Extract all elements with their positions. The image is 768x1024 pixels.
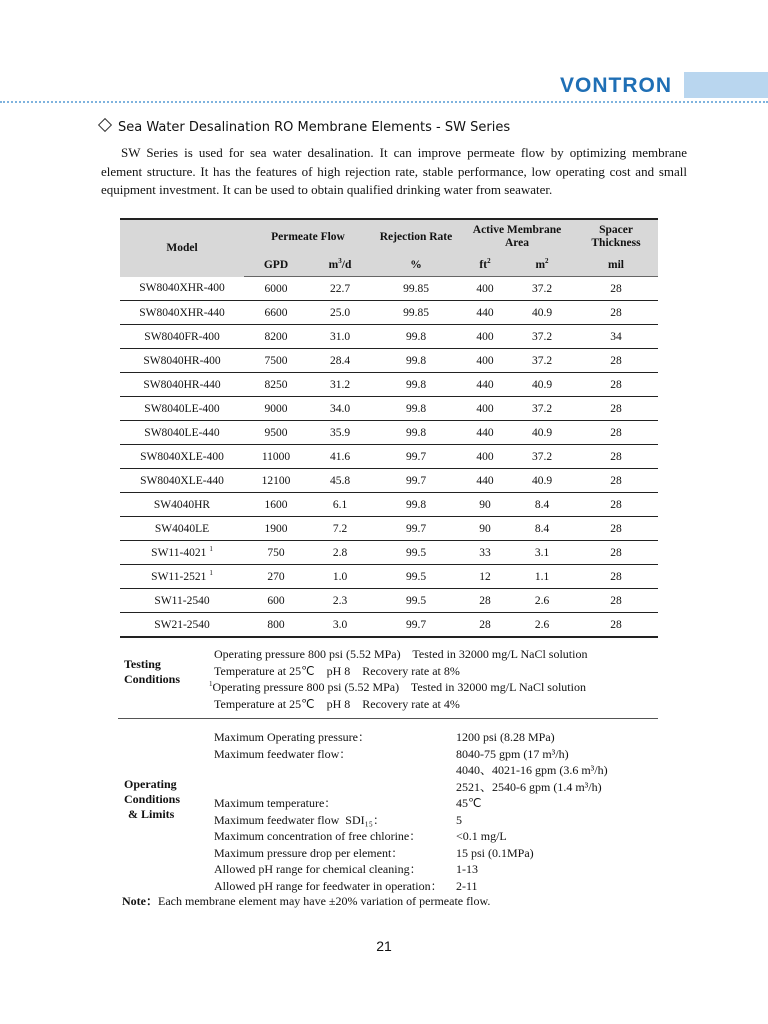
- operating-value: 45℃: [456, 796, 482, 810]
- operating-value: 1200 psi (8.28 MPa): [456, 730, 555, 744]
- table-header-row: [120, 219, 658, 254]
- cell-m2: 37.2: [510, 445, 574, 469]
- cell-rejection: 99.8: [372, 373, 460, 397]
- brand-logo: VONTRON: [560, 74, 672, 97]
- cell-model: SW8040XLE-440: [120, 469, 244, 493]
- operating-key: [214, 779, 454, 796]
- table-row: [120, 493, 658, 517]
- cell-model: SW21-2540: [120, 613, 244, 638]
- unit-percent: %: [372, 254, 460, 277]
- unit-m2: $m^2$: [510, 254, 574, 277]
- table-row: [120, 421, 658, 445]
- unit-mil: mil: [574, 254, 658, 277]
- cell-rejection: 99.8: [372, 325, 460, 349]
- cell-mil: 28: [574, 541, 658, 565]
- cell-mil: 28: [574, 469, 658, 493]
- col-header-spacer-thickness: Spacer Thickness: [574, 219, 658, 254]
- cell-rejection: 99.7: [372, 613, 460, 638]
- table-row: [120, 325, 658, 349]
- cell-model: SW4040LE: [120, 517, 244, 541]
- operating-key: Maximum pressure drop per element：: [214, 845, 404, 860]
- cell-m2: 40.9: [510, 421, 574, 445]
- cell-rejection: 99.85: [372, 277, 460, 301]
- testing-line: $^1$Operating pressure 800 psi (5.52 MPa) Tested in 32000 mg/L NaCl solution: [209, 680, 586, 694]
- cell-mil: 34: [574, 325, 658, 349]
- cell-gpd: 6000: [244, 277, 308, 301]
- cell-mil: 28: [574, 277, 658, 301]
- testing-line: Operating pressure 800 psi (5.52 MPa) Tested in 32000 mg/L NaCl solution: [214, 647, 588, 661]
- page-number: 21: [376, 938, 392, 954]
- operating-key: Maximum feedwater flow：: [214, 746, 352, 761]
- cell-rejection: 99.7: [372, 469, 460, 493]
- unit-gpd: GPD: [244, 254, 308, 277]
- col-header-rejection-rate: Rejection Rate: [372, 219, 460, 254]
- operating-key: [214, 762, 454, 779]
- cell-m2: 37.2: [510, 277, 574, 301]
- operating-key: Allowed pH range for chemical cleaning：: [214, 862, 422, 876]
- cell-m3d: 2.8: [308, 541, 372, 565]
- cell-ft2: 90: [460, 517, 510, 541]
- cell-gpd: 600: [244, 589, 308, 613]
- footnote: Note：Each membrane element may have ±20% variation of permeate flow.: [122, 894, 491, 908]
- cell-m2: 8.4: [510, 517, 574, 541]
- cell-ft2: 400: [460, 397, 510, 421]
- cell-ft2: 33: [460, 541, 510, 565]
- cell-rejection: 99.8: [372, 397, 460, 421]
- table-row: [120, 517, 658, 541]
- cell-model: SW4040HR: [120, 493, 244, 517]
- section-heading: [100, 120, 510, 135]
- cell-ft2: 440: [460, 421, 510, 445]
- diamond-bullet-icon: [98, 118, 112, 132]
- header-dotted-rule: [0, 101, 768, 103]
- cell-m2: 40.9: [510, 373, 574, 397]
- cell-m2: 37.2: [510, 349, 574, 373]
- operating-key: Maximum feedwater flow SDI₁₅：: [214, 812, 385, 827]
- cell-ft2: 28: [460, 613, 510, 638]
- cell-gpd: 8250: [244, 373, 308, 397]
- table-row: [120, 541, 658, 565]
- cell-model: SW8040XLE-400: [120, 445, 244, 469]
- cell-ft2: 400: [460, 445, 510, 469]
- cell-m3d: 28.4: [308, 349, 372, 373]
- table-row: [120, 565, 658, 589]
- operating-key: Maximum Operating pressure：: [214, 730, 370, 744]
- testing-label: Testing Conditions: [124, 657, 181, 686]
- cell-model: SW8040HR-440: [120, 373, 244, 397]
- cell-m3d: 25.0: [308, 301, 372, 325]
- cell-mil: 28: [574, 373, 658, 397]
- table-row: [120, 613, 658, 638]
- cell-m3d: 34.0: [308, 397, 372, 421]
- cell-m3d: 2.3: [308, 589, 372, 613]
- cell-model: SW8040XHR-440: [120, 301, 244, 325]
- cell-mil: 28: [574, 565, 658, 589]
- cell-model: SW8040XHR-400: [120, 277, 244, 301]
- operating-key: Maximum temperature：: [214, 796, 337, 810]
- table-row: [120, 469, 658, 493]
- cell-gpd: 800: [244, 613, 308, 638]
- table-row: [120, 373, 658, 397]
- cell-gpd: 11000: [244, 445, 308, 469]
- cell-m2: 1.1: [510, 565, 574, 589]
- header-color-band: [684, 72, 768, 98]
- cell-model: SW11-2540: [120, 589, 244, 613]
- cell-ft2: 440: [460, 301, 510, 325]
- cell-rejection: 99.85: [372, 301, 460, 325]
- cell-rejection: 99.5: [372, 565, 460, 589]
- cell-mil: 28: [574, 301, 658, 325]
- section-divider: [118, 718, 658, 719]
- cell-gpd: 7500: [244, 349, 308, 373]
- cell-rejection: 99.5: [372, 589, 460, 613]
- cell-mil: 28: [574, 613, 658, 638]
- cell-model: SW11-2521 $^1$: [120, 565, 244, 589]
- cell-gpd: 12100: [244, 469, 308, 493]
- cell-m3d: 1.0: [308, 565, 372, 589]
- cell-gpd: 9000: [244, 397, 308, 421]
- cell-m3d: 31.2: [308, 373, 372, 397]
- cell-m2: 37.2: [510, 397, 574, 421]
- cell-ft2: 440: [460, 469, 510, 493]
- cell-gpd: 9500: [244, 421, 308, 445]
- cell-mil: 28: [574, 445, 658, 469]
- section-title: Sea Water Desalination RO Membrane Elements - SW Series: [118, 120, 511, 135]
- cell-m2: 2.6: [510, 613, 574, 638]
- cell-gpd: 270: [244, 565, 308, 589]
- cell-rejection: 99.7: [372, 517, 460, 541]
- operating-value: 2521、2540-6 gpm (1.4 m³/h): [456, 779, 602, 794]
- cell-rejection: 99.5: [372, 541, 460, 565]
- table-row: [120, 445, 658, 469]
- table-row: [120, 589, 658, 613]
- cell-m2: 8.4: [510, 493, 574, 517]
- cell-gpd: 750: [244, 541, 308, 565]
- col-header-permeate-flow: Permeate Flow: [244, 219, 372, 254]
- cell-ft2: 400: [460, 277, 510, 301]
- operating-value: <0.1 mg/L: [456, 829, 507, 843]
- unit-ft2: $ft^2$: [460, 254, 510, 277]
- operating-value: 15 psi (0.1MPa): [456, 845, 534, 860]
- cell-mil: 28: [574, 349, 658, 373]
- cell-m2: 40.9: [510, 469, 574, 493]
- cell-m3d: 45.8: [308, 469, 372, 493]
- table-row: [120, 349, 658, 373]
- cell-rejection: 99.8: [372, 421, 460, 445]
- cell-ft2: 440: [460, 373, 510, 397]
- cell-m3d: 6.1: [308, 493, 372, 517]
- cell-gpd: 8200: [244, 325, 308, 349]
- cell-m3d: 22.7: [308, 277, 372, 301]
- intro-paragraph: SW Series is used for sea water desalination. It can improve permeate flow by optimizing membrane element structure. It has the features of high rejection rate, stable performance, low operating cost and small equipment investment. It can be used to obtain qualified drinking water from seawater.: [101, 145, 687, 197]
- operating-keys: [214, 729, 454, 894]
- operating-value: 8040-75 gpm (17 m³/h): [456, 746, 569, 761]
- cell-model: SW8040FR-400: [120, 325, 244, 349]
- cell-mil: 28: [574, 421, 658, 445]
- cell-mil: 28: [574, 397, 658, 421]
- cell-rejection: 99.8: [372, 493, 460, 517]
- cell-model: SW11-4021 $^1$: [120, 541, 244, 565]
- cell-ft2: 90: [460, 493, 510, 517]
- cell-m2: 2.6: [510, 589, 574, 613]
- cell-rejection: 99.7: [372, 445, 460, 469]
- cell-gpd: 1600: [244, 493, 308, 517]
- testing-conditions: [209, 646, 588, 712]
- cell-model: SW8040HR-400: [120, 349, 244, 373]
- cell-mil: 28: [574, 589, 658, 613]
- cell-m3d: 7.2: [308, 517, 372, 541]
- cell-mil: 28: [574, 517, 658, 541]
- operating-values: [456, 729, 656, 894]
- cell-m3d: 31.0: [308, 325, 372, 349]
- cell-m2: 40.9: [510, 301, 574, 325]
- cell-gpd: 1900: [244, 517, 308, 541]
- cell-model: SW8040LE-400: [120, 397, 244, 421]
- operating-key: Allowed pH range for feedwater in operation：: [214, 878, 443, 893]
- operating-label: Operating Conditions & Limits: [124, 777, 181, 821]
- operating-key: Maximum concentration of free chlorine：: [214, 829, 422, 843]
- cell-ft2: 400: [460, 349, 510, 373]
- cell-ft2: 12: [460, 565, 510, 589]
- cell-mil: 28: [574, 493, 658, 517]
- cell-ft2: 400: [460, 325, 510, 349]
- table-row: [120, 301, 658, 325]
- operating-value: 4040、4021-16 gpm (3.6 m³/h): [456, 763, 608, 777]
- unit-m3d: $m^3/d$: [308, 254, 372, 277]
- col-header-model: Model: [120, 219, 244, 277]
- table-body: [120, 277, 658, 638]
- table-row: [120, 397, 658, 421]
- cell-model: SW8040LE-440: [120, 421, 244, 445]
- cell-m3d: 41.6: [308, 445, 372, 469]
- cell-m2: 3.1: [510, 541, 574, 565]
- cell-ft2: 28: [460, 589, 510, 613]
- cell-m2: 37.2: [510, 325, 574, 349]
- cell-gpd: 6600: [244, 301, 308, 325]
- table-row: [120, 277, 658, 301]
- col-header-active-area: Active Membrane Area: [460, 219, 574, 254]
- cell-rejection: 99.8: [372, 349, 460, 373]
- operating-value: 1-13: [456, 862, 478, 876]
- operating-value: 5: [456, 812, 462, 827]
- cell-m3d: 35.9: [308, 421, 372, 445]
- cell-m3d: 3.0: [308, 613, 372, 638]
- spec-table: [120, 218, 658, 638]
- testing-line: Temperature at 25℃ pH 8 Recovery rate at 4%: [214, 696, 460, 711]
- operating-value: 2-11: [456, 878, 478, 893]
- testing-line: Temperature at 25℃ pH 8 Recovery rate at 8%: [214, 663, 460, 678]
